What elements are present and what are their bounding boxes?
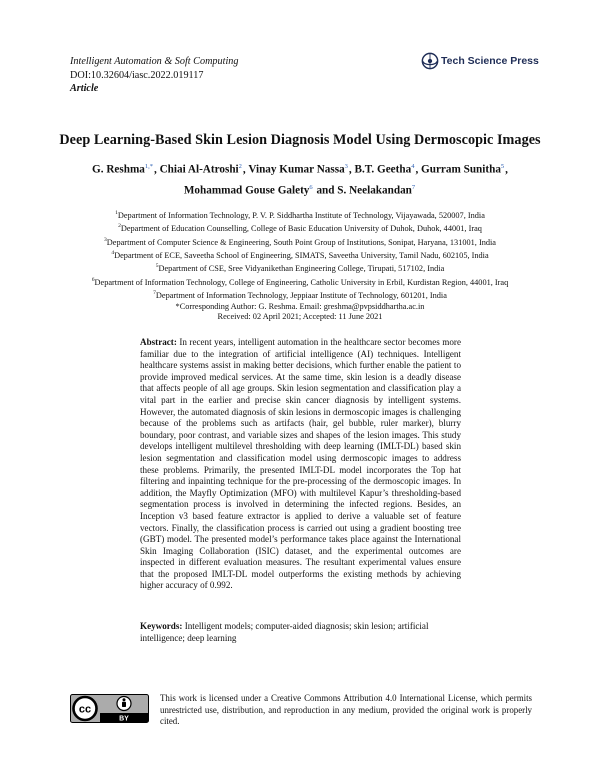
author-name: S. Neelakandan xyxy=(337,184,412,197)
author-separator: and xyxy=(313,184,338,197)
affiliation-text: Department of Computer Science & Engineering, South Point Group of Institutions, Sonipat, Haryana, 131001, India xyxy=(106,237,496,247)
keywords-text: Intelligent models; computer-aided diagnosis; skin lesion; artificial intelligence; deep learning xyxy=(140,621,429,643)
author-affiliation-mark: 6 xyxy=(309,183,313,191)
affiliations xyxy=(0,208,600,323)
author-separator: , xyxy=(154,163,160,176)
corresponding-author: *Corresponding Author: G. Reshma. Email: greshma@pvpsiddhartha.ac.in xyxy=(175,301,425,311)
license-statement: This work is licensed under a Creative Commons Attribution 4.0 International License, which permits unrestricted use, distribution, and reproduction in any medium, provided the original work is properly cited. xyxy=(160,693,532,727)
author-affiliation-mark: 1,* xyxy=(144,163,153,170)
cc-by-license-icon xyxy=(70,694,149,723)
author-separator: , xyxy=(242,163,249,176)
affiliation-number: 2 xyxy=(118,223,121,230)
affiliation-text: Department of ECE, Saveetha School of Engineering, SIMATS, Saveetha University, Tamil Nadu, 602105, India xyxy=(114,250,489,260)
affiliation-number: 3 xyxy=(104,236,107,243)
publisher-name: Tech Science Press xyxy=(441,55,539,67)
abstract-label: Abstract: xyxy=(140,337,177,347)
affiliation-number: 7 xyxy=(153,290,156,297)
affiliation-item xyxy=(0,208,600,221)
affiliation-item xyxy=(0,248,600,261)
author-separator: , xyxy=(505,163,508,176)
author-name: Vinay Kumar Nassa xyxy=(248,163,345,176)
by-badge-text: BY xyxy=(119,715,129,723)
affiliation-list xyxy=(0,208,600,302)
received-accepted-dates: Received: 02 April 2021; Accepted: 11 June 2021 xyxy=(217,312,383,322)
affiliation-item xyxy=(0,235,600,248)
paper-title: Deep Learning-Based Skin Lesion Diagnosis Model Using Dermoscopic Images xyxy=(59,132,541,148)
author-separator: , xyxy=(415,163,422,176)
keywords-label: Keywords: xyxy=(140,621,183,631)
keywords xyxy=(140,621,461,644)
affiliation-number: 1 xyxy=(115,210,118,216)
author-name: B.T. Geetha xyxy=(354,163,412,176)
affiliation-text: Department of Information Technology, College of Engineering, Catholic University in Erbil, Kurdistan Region, 44001, Iraq xyxy=(94,277,509,287)
article-type: Article xyxy=(70,83,99,94)
affiliation-number: 5 xyxy=(155,263,159,270)
affiliation-number: 6 xyxy=(91,276,95,283)
author-name: Gurram Sunitha xyxy=(421,163,501,176)
affiliation-item xyxy=(0,288,600,301)
tsp-globe-logo-icon xyxy=(421,52,439,70)
affiliation-number: 4 xyxy=(111,250,115,257)
abstract xyxy=(140,337,461,592)
author-affiliation-mark: 7 xyxy=(411,183,416,191)
affiliation-text: Department of Information Technology, Jeppiaar Institute of Technology, 601201, India xyxy=(155,290,447,300)
author-affiliation-mark: 4 xyxy=(411,163,415,170)
author-separator: , xyxy=(348,163,355,176)
affiliation-text: Department of Education Counselling, College of Basic Education University of Duhok, Duhok, 44001, Iraq xyxy=(120,224,482,234)
doi: DOI:10.32604/iasc.2022.019117 xyxy=(70,69,204,81)
abstract-text: In recent years, intelligent automation in the healthcare sector becomes more familiar due to the integration of artificial intelligence (AI) techniques. Intelligent healthcare systems assist in making better decisions, which further enable the patient to provide improved medical services. At the same time, skin lesion is a deadly disease that affects people of all age groups. Skin lesion segmentation and classification play a vital part in the earlier and precise skin cancer diagnosis by intelligent systems. However, the automated diagnosis of skin lesions in dermoscopic images is challenging because of the problems such as artifacts (hair, gel bubble, ruler marker), blurry boundary, poor contrast, and variable sizes and shapes of the lesion images. This study develops intelligent multilevel thresholding with deep learning (IMLT-DL) based skin lesion segmentation and classification model using dermoscopic images to address these problems. Primarily, the presented IMLT-DL model incorporates the Top hat filtering and inpainting technique for the pre-processing of the dermoscopic images. In addition, the Mayfly Optimization (MFO) with multilevel Kapur’s thresholding-based segmentation process is involved in determining the infected regions. Besides, an Inception v3 based feature extractor is applied to derive a valuable set of feature vectors. Finally, the classification process is carried out using a gradient boosting tree (GBT) model. The presented model’s performance takes place against the International Skin Imaging Collaboration (ISIC) dataset, and the experimental outcomes are inspected in different evaluation measures. The resultant experimental values ensure that the proposed IMLT-DL model outperforms the existing methods by achieving higher accuracy of 0.992. xyxy=(140,337,461,591)
author-affiliation-mark: 5 xyxy=(500,163,505,170)
author-name: Mohammad Gouse Galety xyxy=(183,184,310,197)
cc-badge-text: cc xyxy=(78,703,92,716)
author-name: G. Reshma xyxy=(92,163,145,176)
author-list xyxy=(60,158,540,199)
affiliation-item xyxy=(0,221,600,234)
affiliation-text: Department of Information Technology, P. V. P. Siddhartha Institute of Technology, Vijayawada, 520007, India xyxy=(117,210,485,220)
journal-header xyxy=(70,55,238,96)
author-affiliation-mark: 3 xyxy=(344,163,348,170)
journal-name: Intelligent Automation & Soft Computing xyxy=(70,56,239,67)
publisher-logo xyxy=(421,52,539,70)
author-name: Chiai Al-Atroshi xyxy=(159,163,239,176)
affiliation-item xyxy=(0,261,600,274)
affiliation-text: Department of CSE, Sree Vidyanikethan Engineering College, Tirupati, 517102, India xyxy=(158,264,445,274)
affiliation-item xyxy=(0,275,600,288)
author-affiliation-mark: 2 xyxy=(238,163,242,170)
